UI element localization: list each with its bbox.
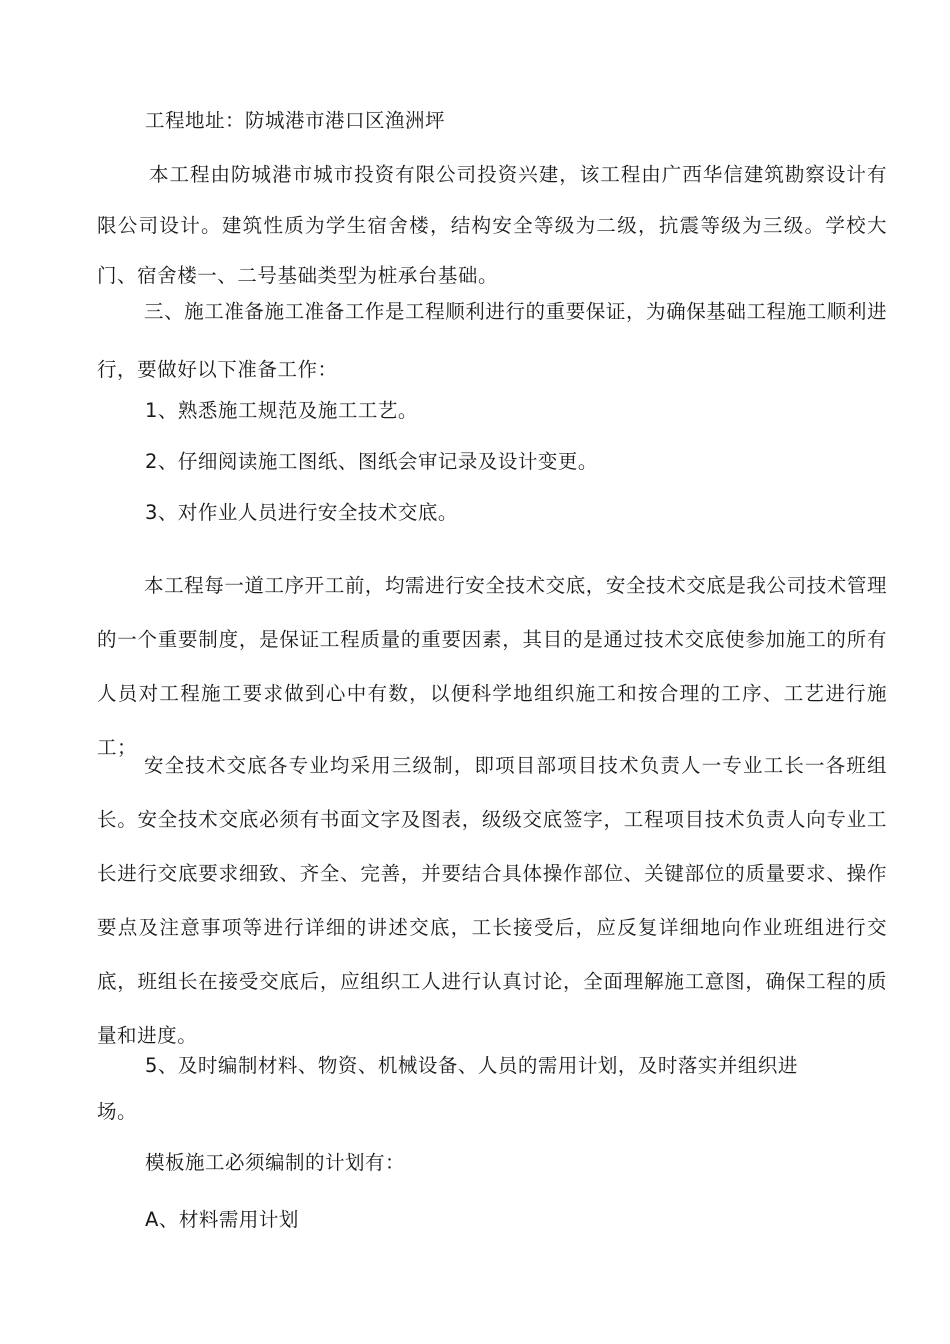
safety-briefing-paragraph: 本工程每一道工序开工前，均需进行安全技术交底，安全技术交底是我公司技术管理的一个重要制度，是保证工程质量的重要因素，其目的是通过技术交底使参加施工的所有人员对工程施工要求做到心中有数，以便科学地组织施工和按合理的工序、工艺进行施工； (97, 574, 887, 759)
prep-item-5-line-2: 场。 (97, 1100, 138, 1123)
prep-item-1: 1、熟悉施工规范及施工工艺。 (145, 399, 418, 422)
formwork-plans-heading: 模板施工必须编制的计划有： (145, 1151, 406, 1174)
project-address: 工程地址：防城港市港口区渔洲坪 (145, 109, 446, 132)
section-3-paragraph: 三、施工准备施工准备工作是工程顺利进行的重要保证，为确保基础工程施工顺利进行，要做好以下准备工作： (97, 300, 887, 381)
plan-item-a: A、材料需用计划 (145, 1208, 299, 1231)
prep-item-2: 2、仔细阅读施工图纸、图纸会审记录及设计变更。 (145, 450, 598, 473)
project-overview-paragraph: 本工程由防城港市城市投资有限公司投资兴建，该工程由广西华信建筑勘察设计有限公司设计。建筑性质为学生宿舍楼，结构安全等级为二级，抗震等级为三级。学校大门、宿舍楼一、二号基础类型为桩承台基础。 (97, 163, 887, 287)
prep-item-3: 3、对作业人员进行安全技术交底。 (145, 501, 458, 524)
three-level-briefing-paragraph: 安全技术交底各专业均采用三级制，即项目部项目技术负责人一专业工长一各班组长。安全技术交底必须有书面文字及图表，级级交底签字，工程项目技术负责人向专业工长进行交底要求细致、齐全、完善，并要结合具体操作部位、关键部位的质量要求、操作要点及注意事项等进行详细的讲述交底，工长接受后，应反复详细地向作业班组进行交底，班组长在接受交底后，应组织工人进行认真讨论，全面理解施工意图，确保工程的质量和进度。 (97, 754, 887, 1047)
prep-item-5-line-1: 5、及时编制材料、物资、机械设备、人员的需用计划，及时落实并组织进 (145, 1054, 798, 1077)
